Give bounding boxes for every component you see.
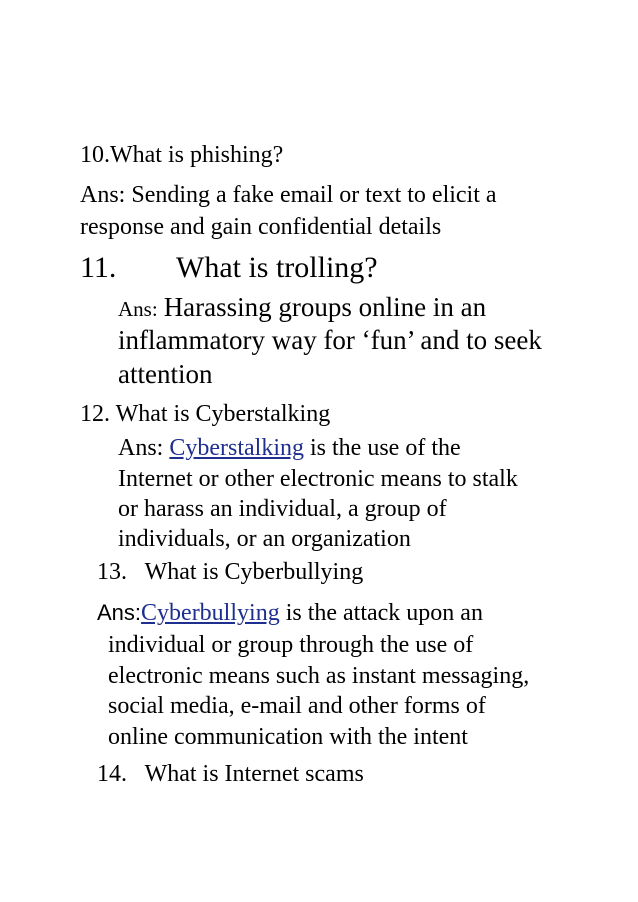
answer-13-rest: is the attack upon an bbox=[279, 600, 483, 626]
answer-13-line-4: social media, e-mail and other forms of bbox=[108, 693, 486, 719]
answer-12-prefix: Ans: bbox=[118, 435, 170, 461]
answer-10-line-2: response and gain confidential details bbox=[80, 214, 442, 240]
answer-12-line-2: Internet or other electronic means to stalk bbox=[118, 466, 518, 492]
answer-12-line-3: or harass an individual, a group of bbox=[118, 496, 447, 522]
question-14: 14. What is Internet scams bbox=[97, 761, 364, 787]
answer-11-text: Harassing groups online in an bbox=[163, 292, 487, 322]
question-11: What is trolling? bbox=[176, 251, 378, 284]
answer-13-line-5: online communication with the intent bbox=[108, 724, 468, 750]
answer-13-line-3: electronic means such as instant messaging, bbox=[108, 663, 530, 689]
question-10: 10.What is phishing? bbox=[80, 142, 284, 168]
answer-13-line-2: individual or group through the use of bbox=[108, 632, 474, 658]
answer-11-label: Ans: bbox=[118, 297, 158, 321]
answer-11-line-1 bbox=[118, 294, 486, 321]
answer-12-rest: is the use of the bbox=[304, 435, 461, 461]
cyberbullying-link[interactable]: Cyberbullying bbox=[141, 600, 280, 626]
answer-10-line-1: Ans: Sending a fake email or text to elicit a bbox=[80, 182, 497, 208]
answer-12-line-1 bbox=[118, 436, 461, 460]
question-13: 13. What is Cyberbullying bbox=[97, 559, 364, 585]
answer-11-line-3: attention bbox=[118, 359, 213, 389]
cyberstalking-link[interactable]: Cyberstalking bbox=[169, 435, 304, 461]
answer-12-line-4: individuals, or an organization bbox=[118, 526, 411, 552]
question-11-number: 11. bbox=[80, 251, 117, 284]
answer-13-prefix: Ans: bbox=[97, 600, 142, 625]
answer-13-line-1 bbox=[97, 601, 483, 625]
answer-11-line-2: inflammatory way for ‘fun’ and to seek bbox=[118, 325, 542, 355]
question-12: 12. What is Cyberstalking bbox=[80, 401, 331, 427]
